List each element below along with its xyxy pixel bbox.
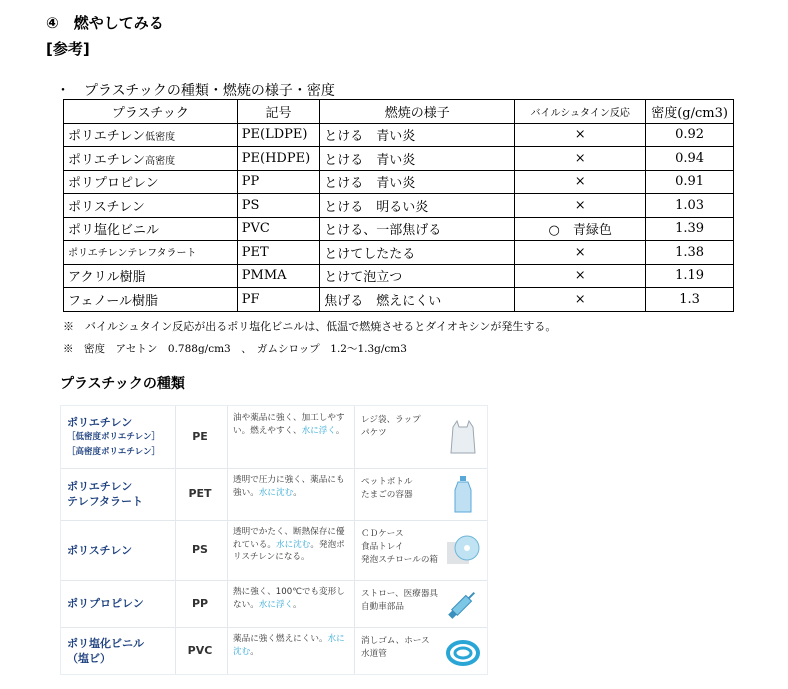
type-subname: ［低密度ポリエチレン］ [67,431,160,442]
table-row [64,147,734,171]
cell-burn: 焦げる 燃えにくい [320,288,515,312]
property-text: 薬品に強く燃えにくい。 [233,634,328,644]
type-name: ポリ塩化ビニル （塩ビ） [67,636,144,665]
cell-plastic-name [64,264,238,288]
type-abbr: PE [192,430,208,443]
plastic-name-note: 高密度 [145,155,176,167]
cell-burn: とける 青い炎 [320,123,515,147]
plastic-bag-icon [445,417,481,457]
property-text-end: 。 [335,425,345,436]
type-property [233,633,347,658]
property-text: 透明で圧力に強く、薬品にも強い。 [233,475,345,498]
hose-icon [445,631,481,671]
header-plastic: プラスチック [64,100,238,124]
table-header-row [64,100,734,124]
plastic-name: ポリ塩化ビニル [68,223,160,239]
property-text-end: 。発泡ポリスチレンになる。 [233,539,345,562]
cd-case-icon [445,530,481,570]
plastic-name-note: 低密度 [145,132,176,144]
plastic-name: ポリエチレン [68,129,146,145]
cell-plastic-name [64,241,238,265]
cell-plastic-name [64,194,238,218]
property-text-end: 。 [293,599,302,610]
cell-symbol: PF [237,288,320,312]
cell-symbol: PP [237,170,320,194]
cell-density: 1.39 [646,217,734,241]
type-uses: ストロー、医療器具 自動車部品 [361,589,439,612]
type-abbr: PS [192,543,208,556]
cell-beilstein: × [515,147,646,171]
type-abbr: PVC [187,643,213,657]
cell-burn: とける 青い炎 [320,170,515,194]
type-uses: ＣＤケース 食品トレイ 発泡スチロールの箱 [361,529,439,565]
type-row [61,406,487,469]
cell-beilstein: × [515,123,646,147]
header-burn: 燃焼の様子 [320,100,515,124]
type-subname: ［高密度ポリエチレン］ [67,446,160,457]
plastics-table [63,99,734,312]
plastic-name: ポリエチレン [68,152,146,168]
type-abbr: PP [191,596,209,610]
section-heading: ④ 燃やしてみる [46,14,164,32]
property-highlight: 水に浮く [258,599,294,610]
cell-plastic-name [64,170,238,194]
property-highlight: 水に沈む [258,487,294,498]
property-text: 油や薬品に強く、加工しやすい。燃えやすく、 [233,413,345,436]
type-row [61,580,487,628]
type-row [61,520,487,581]
property-highlight: 水に沈む [275,539,311,550]
cell-burn: とける 明るい炎 [320,194,515,218]
cell-density: 1.03 [646,194,734,218]
header-symbol: 記号 [237,100,320,124]
cell-burn: とけてしたたる [320,241,515,265]
note-density: ※ 密度 アセトン 0.788g/cm3 、 ガムシロップ 1.2〜1.3g/cm3 [63,343,407,355]
property-highlight: 水に浮く [301,425,336,436]
cell-symbol: PVC [237,217,320,241]
cell-density: 1.19 [646,264,734,288]
plastic-name: フェノール樹脂 [68,293,158,309]
pet-bottle-icon [445,474,481,514]
plastic-name-note: ポリエチレンテレフタラート [68,248,197,260]
table-row [64,123,734,147]
cell-beilstein: × [515,170,646,194]
type-property [233,412,347,437]
cell-plastic-name [64,288,238,312]
type-name: ポリプロピレン [67,597,144,610]
property-text-end: 。 [293,487,302,498]
table-row [64,217,734,241]
type-name: ポリスチレン [67,543,133,557]
plastic-name: ポリスチレン [68,199,145,215]
type-uses: 消しゴム、ホース 水道管 [361,636,430,659]
cell-beilstein: × [515,241,646,265]
cell-plastic-name [64,217,238,241]
type-row [61,627,487,675]
property-text: 熱に強く、100℃でも変形しない。 [233,587,345,610]
cell-plastic-name [64,123,238,147]
type-uses: レジ袋、ラップ パケツ [361,415,421,438]
reference-label: [参考] [46,40,90,58]
cell-beilstein: ○ 青緑色 [515,217,646,241]
cell-symbol: PMMA [237,264,320,288]
cell-plastic-name [64,147,238,171]
syringe-icon [445,584,481,624]
cell-density: 0.92 [646,123,734,147]
plastic-name: ポリプロピレン [68,176,159,192]
cell-beilstein: × [515,194,646,218]
table-row [64,194,734,218]
cell-beilstein: × [515,264,646,288]
cell-burn: とける 青い炎 [320,147,515,171]
cell-burn: とけて泡立つ [320,264,515,288]
table-row [64,241,734,265]
cell-symbol: PE(LDPE) [237,123,320,147]
table-row [64,288,734,312]
cell-density: 1.38 [646,241,734,265]
property-text-end: 。 [250,646,259,657]
note-dioxin: ※ バイルシュタイン反応が出るポリ塩化ビニルは、低温で燃焼させるとダイオキシンが発生する。 [63,320,557,333]
cell-density: 1.3 [646,288,734,312]
type-row [61,468,487,521]
types-title: プラスチックの種類 [60,376,185,392]
type-property [233,586,347,611]
type-name: ポリエチレン ［低密度ポリエチレン］ ［高密度ポリエチレン］ [67,415,175,460]
type-property [233,474,347,499]
type-abbr: PET [188,487,212,500]
property-highlight: 水に沈む [233,634,345,657]
table-row [64,264,734,288]
cell-beilstein: × [515,288,646,312]
table-row [64,170,734,194]
plastic-types-card [60,405,488,675]
cell-symbol: PE(HDPE) [237,147,320,171]
header-density: 密度(g/cm3) [646,100,734,124]
cell-density: 0.94 [646,147,734,171]
cell-density: 0.91 [646,170,734,194]
cell-symbol: PET [237,241,320,265]
type-uses: ペットボトル たまごの容器 [361,477,413,500]
type-name: ポリエチレン テレフタラート [67,480,144,508]
header-beilstein: バイルシュタイン反応 [515,100,646,124]
cell-burn: とける、一部焦げる [320,217,515,241]
plastic-name: アクリル樹脂 [68,270,146,286]
property-text: 透明でかたく、断熱保存に優れている。 [233,527,345,550]
type-property [233,526,347,564]
cell-symbol: PS [237,194,320,218]
table-title: ・ プラスチックの種類・燃焼の様子・密度 [56,83,335,99]
